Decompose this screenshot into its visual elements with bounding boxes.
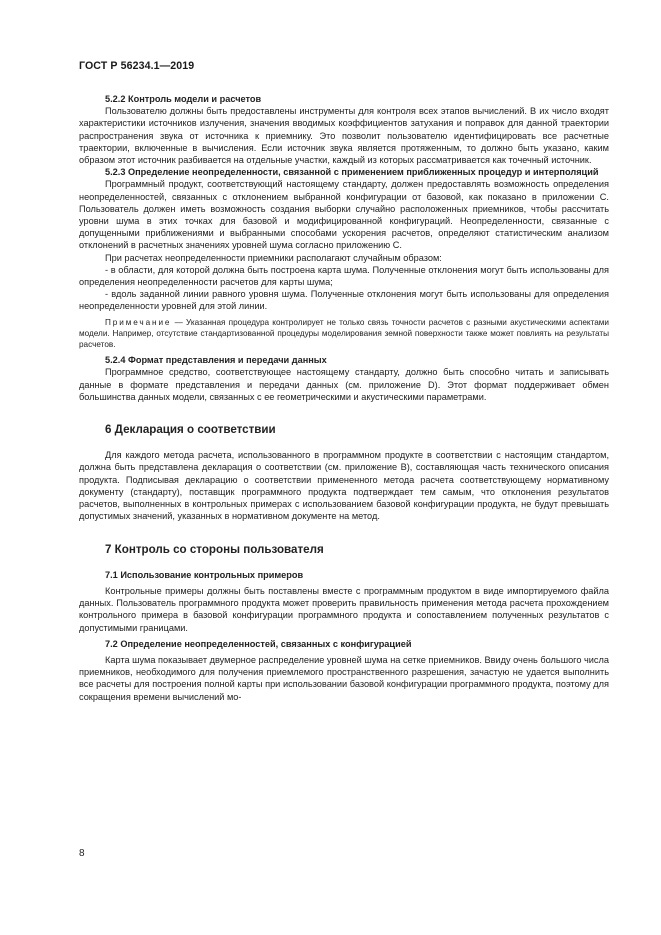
section-5-2-2-title: 5.2.2 Контроль модели и расчетов xyxy=(105,94,262,104)
section-7-1-title: 7.1 Использование контрольных примеров xyxy=(105,569,304,580)
section-6-title: 6 Декларация о соответствии xyxy=(105,423,276,437)
section-5-2-3-list-item-1: - в области, для которой должна быть построена карта шума. Полученные отклонения могут быть использованы для определения неопределенности расчетов для карты шума; xyxy=(79,264,609,288)
section-5-2-2-paragraph: Пользователю должны быть предоставлены инструменты для контроля всех этапов вычислений. В их число входят характеристики источников излучения, значения вводимых коэффициентов затухания и поправок для данной траектории распространения звука от источника к приемнику. Это позволит пользователю идентифицировать все расчетные траектории, включенные в вычисления. Если источник звука является протяженным, то должно быть указано, каким образом этот источник разбивается на отдельные участки, каждый из которых рассматривается как точечный источник. xyxy=(79,106,609,166)
section-7-1-paragraph: Контрольные примеры должны быть поставлены вместе с программным продуктом в виде импортируемого файла данных. Пользователь программного продукта может проверить правильность применения метода расчета прохождением контрольного примера в базовой конфигурации программного продукта и сопоставлением полученных результатов с допустимыми границами. xyxy=(79,585,609,633)
section-5-2-3-note xyxy=(79,317,609,351)
section-5-2-4-paragraph: Программное средство, соответствующее настоящему стандарту, должно быть способно читать и записывать данные в формате представления и передачи данных (см. приложение D). Этот формат поддерживает обмен большинства данных модели, связанных с ее геометрическими и акустическими параметрами. xyxy=(79,367,609,402)
section-5-2-3-title: 5.2.3 Определение неопределенности, связанной с применением приближенных процедур и интерполяций xyxy=(105,167,599,178)
section-6-paragraph: Для каждого метода расчета, использованного в программном продукте в соответствии с настоящим стандартом, должна быть представлена декларация о соответствии (см. приложение B), составляющая часть технического описания продукта. Подписывая декларацию о соответствии примененного метода расчета соответствующему нормативному документу (стандарту), поставщик программного продукта подтверждает тем самым, что отклонения результатов расчетов, выполненных в контрольных примерах с использованием базовой конфигурации продукта, не будут превышать допустимых значений, указанных в нормативном документе на метод. xyxy=(79,450,609,522)
section-5-2-3-paragraph-1: Программный продукт, соответствующий настоящему стандарту, должен предоставлять возможность определения неопределенностей, связанных с отклонением выбранной конфигурации от базовой, как показано в приложении C. Пользователь должен иметь возможность создания выборки случайно расположенных приемников, чтобы рассчитать уровни шума в этих точках для базовой и модифицированной конфигураций. Неопределенности, связанные с допущенными приближениями и выбранными способами ускорения расчетов, определяют статистическим анализом отклонений в расчетных значениях уровней шума согласно приложению C. xyxy=(79,179,609,251)
section-7-2-paragraph: Карта шума показывает двумерное распределение уровней шума на сетке приемников. Ввиду очень большого числа приемников, необходимого для получения приемлемого пространственного разрешения, зачастую не удается выполнить все расчеты для построения полной карты при использовании базовой конфигурации программного продукта, поэтому для сокращения времени вычислений мо- xyxy=(79,654,609,702)
section-5-2-4-title: 5.2.4 Формат представления и передачи данных xyxy=(105,355,327,366)
note-text: — Указанная процедура контролирует не только связь точности расчетов с разными акустическими аспектами модели. Например, отсутствие стандартизованной процедуры моделирования земной поверхности также может повлиять на результаты расчетов. xyxy=(79,317,609,350)
section-7-2-title: 7.2 Определение неопределенностей, связанных с конфигурацией xyxy=(105,638,412,649)
note-label: Примечание xyxy=(105,317,172,327)
document-code: ГОСТ Р 56234.1—2019 xyxy=(79,60,195,72)
section-5-2-3-paragraph-2: При расчетах неопределенности приемники располагают случайным образом: xyxy=(105,252,442,263)
section-5-2-3-list-item-2: - вдоль заданной линии равного уровня шума. Полученные отклонения могут быть использованы для определения неопределенности уровней для этой линии. xyxy=(79,289,609,312)
document-body xyxy=(79,93,609,703)
page-number: 8 xyxy=(79,848,85,859)
section-7-title: 7 Контроль со стороны пользователя xyxy=(105,542,324,556)
